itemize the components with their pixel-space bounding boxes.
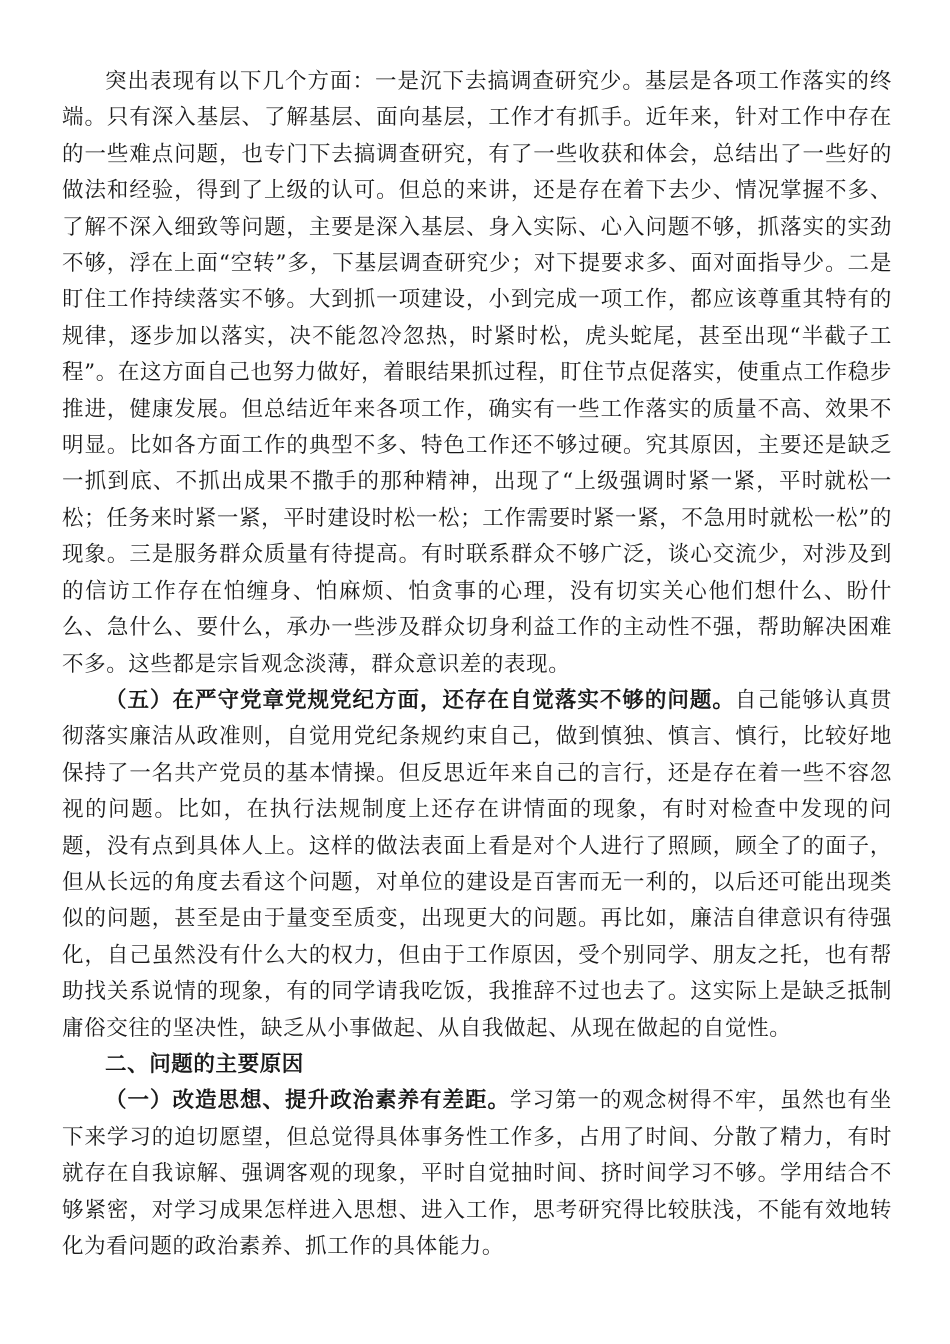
paragraph-body: 自己能够认真贯彻落实廉洁从政准则，自觉用党纪条规约束自己，做到慎独、慎言、慎行，比较好地保持了一名共产党员的基本情操。但反思近年来自己的言行，还是存在着一些不容忽视的问题。比如，在执行法规制度上还存在讲情面的现象，有时对检查中发现的问题，没有点到具体人上。这样的做法表面上看是对个人进行了照顾，顾全了的面子，但从长远的角度去看这个问题，对单位的建设是百害而无一利的，以后还可能出现类似的问题，甚至是由于量变至质变，出现更大的问题。再比如，廉洁自律意识有待强化，自己虽然没有什么大的权力，但由于工作原因，受个别同学、朋友之托，也有帮助找关系说情的现象，有的同学请我吃饭，我推辞不过也去了。这实际上是缺乏抵制庸俗交往的坚决性，缺乏从小事做起、从自我做起、从现在做起的自觉性。 — [62, 687, 893, 1041]
document-page — [62, 64, 892, 1265]
paragraph-body: 学习第一的观念树得不牢，虽然也有坐下来学习的迫切愿望，但总觉得具体事务性工作多，占用了时间、分散了精力，有时就存在自我谅解、强调客观的现象，平时自觉抽时间、挤时间学习不够。学用结合不够紧密，对学习成果怎样进入思想、进入工作，思考研究得比较肤浅，不能有效地转化为看问题的政治素养、抓工作的具体能力。 — [62, 1088, 893, 1259]
paragraph-body: 突出表现有以下几个方面：一是沉下去搞调查研究少。基层是各项工作落实的终端。只有深入基层、了解基层、面向基层，工作才有抓手。近年来，针对工作中存在的一些难点问题，也专门下去搞调查研究，有了一些收获和体会，总结出了一些好的做法和经验，得到了上级的认可。但总的来讲，还是存在着下去少、情况掌握不多、了解不深入细致等问题，主要是深入基层、身入实际、心入问题不够，抓落实的实劲不够，浮在上面“空转”多，下基层调查研究少；对下提要求多、面对面指导少。二是盯住工作持续落实不够。大到抓一项建设，小到完成一项工作，都应该尊重其特有的规律，逐步加以落实，决不能忽冷忽热，时紧时松，虎头蛇尾，甚至出现“半截子工程”。在这方面自己也努力做好，着眼结果抓过程，盯住节点促落实，使重点工作稳步推进，健康发展。但总结近年来各项工作，确实有一些工作落实的质量不高、效果不明显。比如各方面工作的典型不多、特色工作还不够过硬。究其原因，主要还是缺乏一抓到底、不抓出成果不撒手的那种精神，出现了“上级强调时紧一紧，平时就松一松；任务来时紧一紧，平时建设时松一松；工作需要时紧一紧，不急用时就松一松”的现象。三是服务群众质量有待提高。有时联系群众不够广泛，谈心交流少，对涉及到的信访工作存在怕缠身、怕麻烦、怕贪事的心理，没有切实关心他们想什么、盼什么、急什么、要什么，承办一些涉及群众切身利益工作的主动性不强，帮助解决困难不多。这些都是宗旨观念淡薄，群众意识差的表现。 — [62, 69, 892, 677]
section-heading: 二、问题的主要原因 — [105, 1051, 304, 1077]
paragraph-lead: （一）改造思想、提升政治素养有差距。 — [105, 1088, 510, 1114]
paragraph-performance — [62, 64, 892, 683]
paragraph-cause-one — [62, 1083, 892, 1265]
paragraph-discipline — [62, 683, 892, 1047]
paragraph-lead: （五）在严守党章党规党纪方面，还存在自觉落实不够的问题。 — [105, 687, 735, 713]
